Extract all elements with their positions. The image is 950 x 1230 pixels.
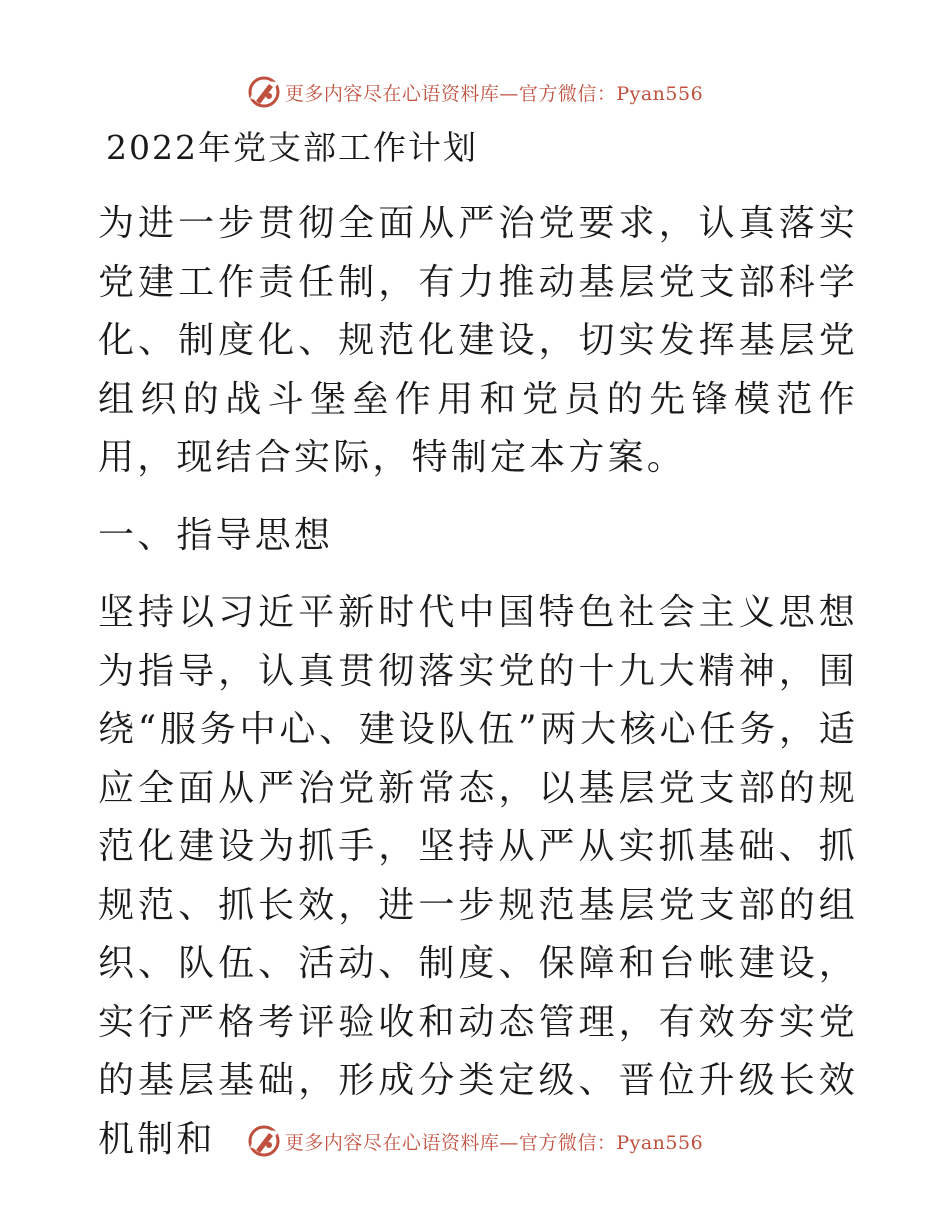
watermark-text: 更多内容尽在心语资料库—官方微信：Pyan556 [284, 1131, 704, 1154]
section-heading-guiding-ideology: 一、指导思想 [98, 514, 334, 556]
intro-paragraph: 为进一步贯彻全面从严治党要求，认真落实党建工作责任制，有力推动基层党支部科学化、制度化、规范化建设，切实发挥基层党组织的战斗堡垒作用和党员的先锋模范作用，现结合实际，特制定本方案。 [98, 203, 858, 478]
header-watermark [0, 72, 950, 112]
footer-watermark [0, 1121, 950, 1161]
document-title: 2022年党支部工作计划 [106, 128, 478, 167]
section-body-guiding-ideology: 坚持以习近平新时代中国特色社会主义思想为指导，认真贯彻落实党的十九大精神，围绕“服务中心、建设队伍”两大核心任务，适应全面从严治党新常态，以基层党支部的规范化建设为抓手，坚持从严从实抓基础、抓规范、抓长效，进一步规范基层党支部的组织、队伍、活动、制度、保障和台帐建设，实行严格考评验收和动态管理，有效夯实党的基层基础，形成分类定级、晋位升级长效机制和 [98, 592, 858, 1160]
red-pen-logo-icon [247, 75, 281, 109]
document-content [98, 120, 858, 1169]
red-pen-logo-icon [247, 1124, 281, 1158]
watermark-text: 更多内容尽在心语资料库—官方微信：Pyan556 [284, 82, 704, 105]
